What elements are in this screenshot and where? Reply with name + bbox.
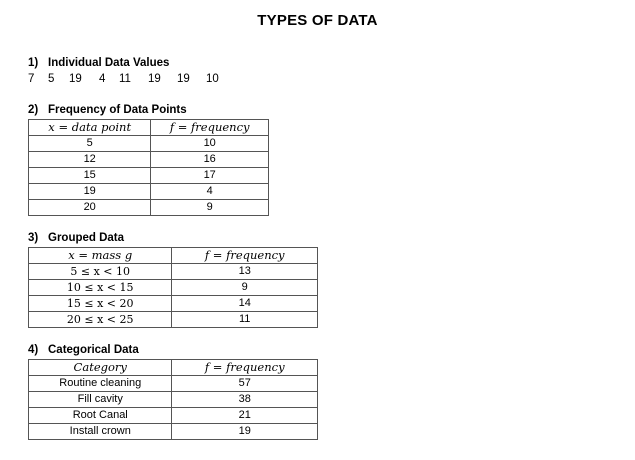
cell-x: 15: [29, 168, 151, 184]
data-value: 19: [148, 73, 161, 85]
table-row: [29, 280, 318, 296]
table-row: [29, 168, 269, 184]
column-header-f: f = frequency: [172, 360, 318, 376]
table-row: [29, 392, 318, 408]
data-value: 10: [206, 73, 219, 85]
categorical-data-table: [28, 359, 318, 440]
cell-f: 17: [151, 168, 269, 184]
section-2-title: Frequency of Data Points: [48, 104, 187, 116]
column-header-f: f = frequency: [172, 248, 318, 264]
cell-x: 20 ≤ x < 25: [29, 312, 172, 328]
section-2-number: 2): [28, 104, 39, 116]
cell-x: 12: [29, 152, 151, 168]
table-row: [29, 424, 318, 440]
column-header-x: x = mass g: [29, 248, 172, 264]
cell-category: Fill cavity: [29, 392, 172, 408]
table-row: [29, 296, 318, 312]
table-row: [29, 376, 318, 392]
cell-x: 10 ≤ x < 15: [29, 280, 172, 296]
data-value: 19: [177, 73, 190, 85]
cell-f: 16: [151, 152, 269, 168]
cell-category: Routine cleaning: [29, 376, 172, 392]
section-3-heading: [28, 232, 124, 244]
table-row: [29, 200, 269, 216]
cell-f: 19: [172, 424, 318, 440]
section-2-heading: [28, 104, 187, 116]
column-header-x: x = data point: [29, 120, 151, 136]
data-value: 11: [119, 73, 131, 85]
cell-f: 21: [172, 408, 318, 424]
cell-f: 9: [151, 200, 269, 216]
cell-f: 38: [172, 392, 318, 408]
cell-x: 15 ≤ x < 20: [29, 296, 172, 312]
section-1-heading: [28, 57, 169, 69]
section-1-title: Individual Data Values: [48, 57, 170, 69]
data-value: 4: [99, 73, 106, 85]
section-1-number: 1): [28, 57, 39, 69]
table-row: [29, 264, 318, 280]
cell-x: 5: [29, 136, 151, 152]
table-row: [29, 152, 269, 168]
data-value: 19: [69, 73, 82, 85]
cell-f: 57: [172, 376, 318, 392]
section-3-title: Grouped Data: [48, 232, 125, 244]
cell-f: 14: [172, 296, 318, 312]
cell-f: 13: [172, 264, 318, 280]
section-4-heading: [28, 344, 139, 356]
grouped-data-table: [28, 247, 318, 328]
column-header-f: f = frequency: [151, 120, 269, 136]
table-row: [29, 184, 269, 200]
column-header-category: Category: [29, 360, 172, 376]
cell-category: Root Canal: [29, 408, 172, 424]
section-4-number: 4): [28, 344, 39, 356]
cell-f: 4: [151, 184, 269, 200]
data-value: 5: [48, 73, 55, 85]
section-4-title: Categorical Data: [48, 344, 139, 356]
data-value: 7: [28, 73, 35, 85]
cell-x: 19: [29, 184, 151, 200]
page-title: TYPES OF DATA: [257, 12, 378, 29]
cell-f: 9: [172, 280, 318, 296]
section-3-number: 3): [28, 232, 39, 244]
cell-x: 5 ≤ x < 10: [29, 264, 172, 280]
cell-f: 11: [172, 312, 318, 328]
individual-values-list: [28, 73, 219, 85]
cell-f: 10: [151, 136, 269, 152]
table-row: [29, 408, 318, 424]
table-row: [29, 136, 269, 152]
table-row: [29, 312, 318, 328]
cell-category: Install crown: [29, 424, 172, 440]
cell-x: 20: [29, 200, 151, 216]
frequency-table: [28, 119, 269, 216]
